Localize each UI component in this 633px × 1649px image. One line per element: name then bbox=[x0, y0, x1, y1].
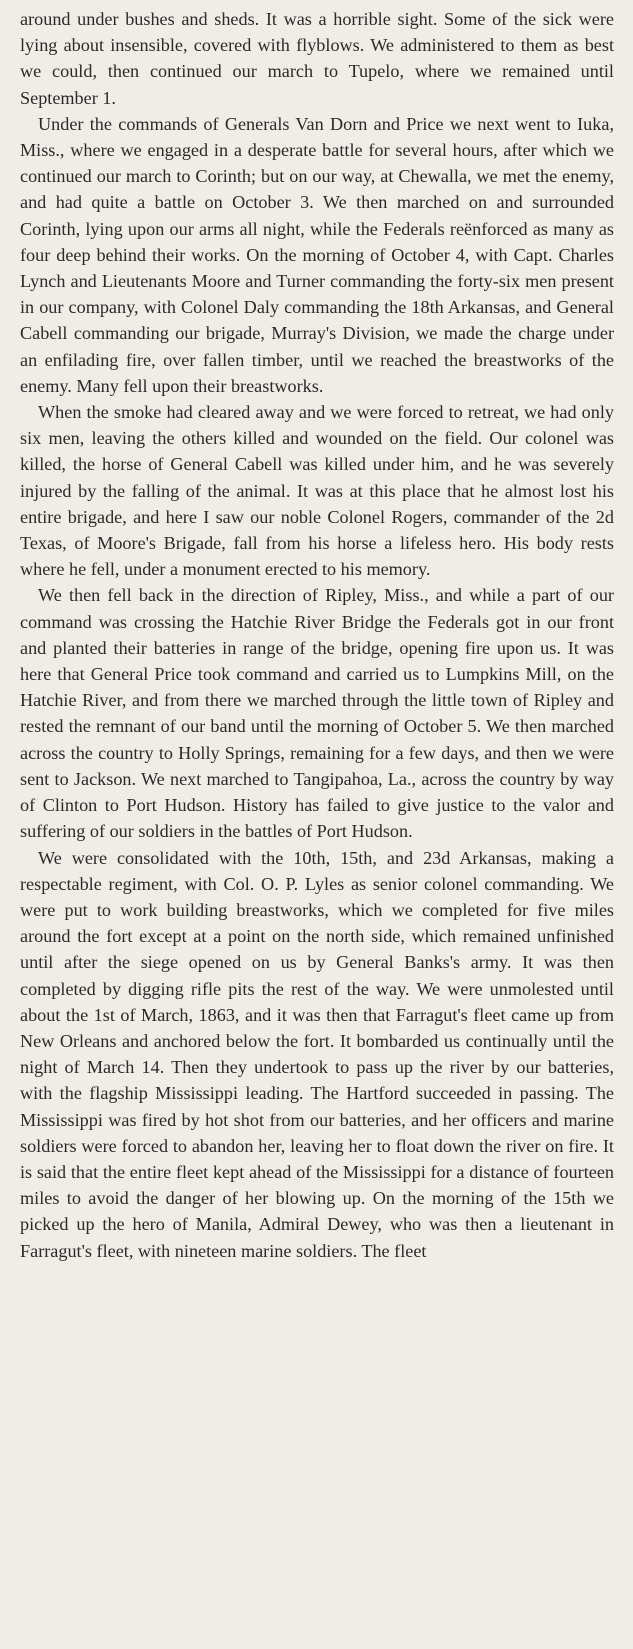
page-text bbox=[20, 6, 614, 1264]
paragraph-4: We then fell back in the direction of Ripley, Miss., and while a part of our command was crossing the Hatchie River Bridge the Federals got in our front and planted their batteries in range of the bridge, opening fire upon us. It was here that General Price took command and carried us to Lumpkins Mill, on the Hatchie River, and from there we marched through the little town of Ripley and rested the remnant of our band until the morning of October 5. We then marched across the country to Holly Springs, remaining for a few days, and then we were sent to Jackson. We next marched to Tangipahoa, La., across the country by way of Clinton to Port Hudson. History has failed to give justice to the valor and suffering of our soldiers in the battles of Port Hudson. bbox=[20, 585, 614, 842]
paragraph-5: We were consolidated with the 10th, 15th, and 23d Arkansas, making a respectable regiment, with Col. O. P. Lyles as senior colonel commanding. We were put to work building breastworks, which we completed for five miles around the fort except at a point on the north side, which remained unfinished until after the siege opened on us by General Banks's army. It was then completed by digging rifle pits the rest of the way. We were unmolested until about the 1st of March, 1863, and it was then that Farragut's fleet came up from New Orleans and anchored below the fort. It bombarded us continually until the night of March 14. Then they undertook to pass up the river by our batteries, with the flagship Mississippi leading. The Hartford succeeded in passing. The Mississippi was fired by hot shot from our batteries, and her officers and marine soldiers were forced to abandon her, leaving her to float down the river on fire. It is said that the entire fleet kept ahead of the Mississippi for a distance of fourteen miles to avoid the danger of her blowing up. On the morning of the 15th we picked up the hero of Manila, Admiral Dewey, who was then a lieutenant in Farragut's fleet, with nineteen marine soldiers. The fleet bbox=[20, 847, 614, 1261]
paragraph-3: When the smoke had cleared away and we were forced to retreat, we had only six men, leaving the others killed and wounded on the field. Our colonel was killed, the horse of General Cabell was killed under him, and he was severely injured by the falling of the animal. It was at this place that he almost lost his entire brigade, and here I saw our noble Colonel Rogers, commander of the 2d Texas, of Moore's Brigade, fall from his horse a lifeless hero. His body rests where he fell, under a monument erected to his memory. bbox=[20, 402, 614, 580]
paragraph-2: Under the commands of Generals Van Dorn and Price we next went to Iuka, Miss., where we engaged in a desperate battle for several hours, after which we continued our march to Corinth; but on our way, at Chewalla, we met the enemy, and had quite a battle on October 3. We then marched on and surrounded Corinth, lying upon our arms all night, while the Federals reënforced as many as four deep behind their works. On the morning of October 4, with Capt. Charles Lynch and Lieutenants Moore and Turner commanding the forty-six men present in our company, with Colonel Daly commanding the 18th Arkansas, and General Cabell commanding our brigade, Murray's Division, we made the charge under an enfilading fire, over fallen timber, until we reached the breastworks of the enemy. Many fell upon their breastworks. bbox=[20, 113, 614, 396]
paragraph-1: around under bushes and sheds. It was a horrible sight. Some of the sick were lying about insensible, covered with flyblows. We administered to them as best we could, then continued our march to Tupelo, where we remained until September 1. bbox=[20, 9, 614, 108]
